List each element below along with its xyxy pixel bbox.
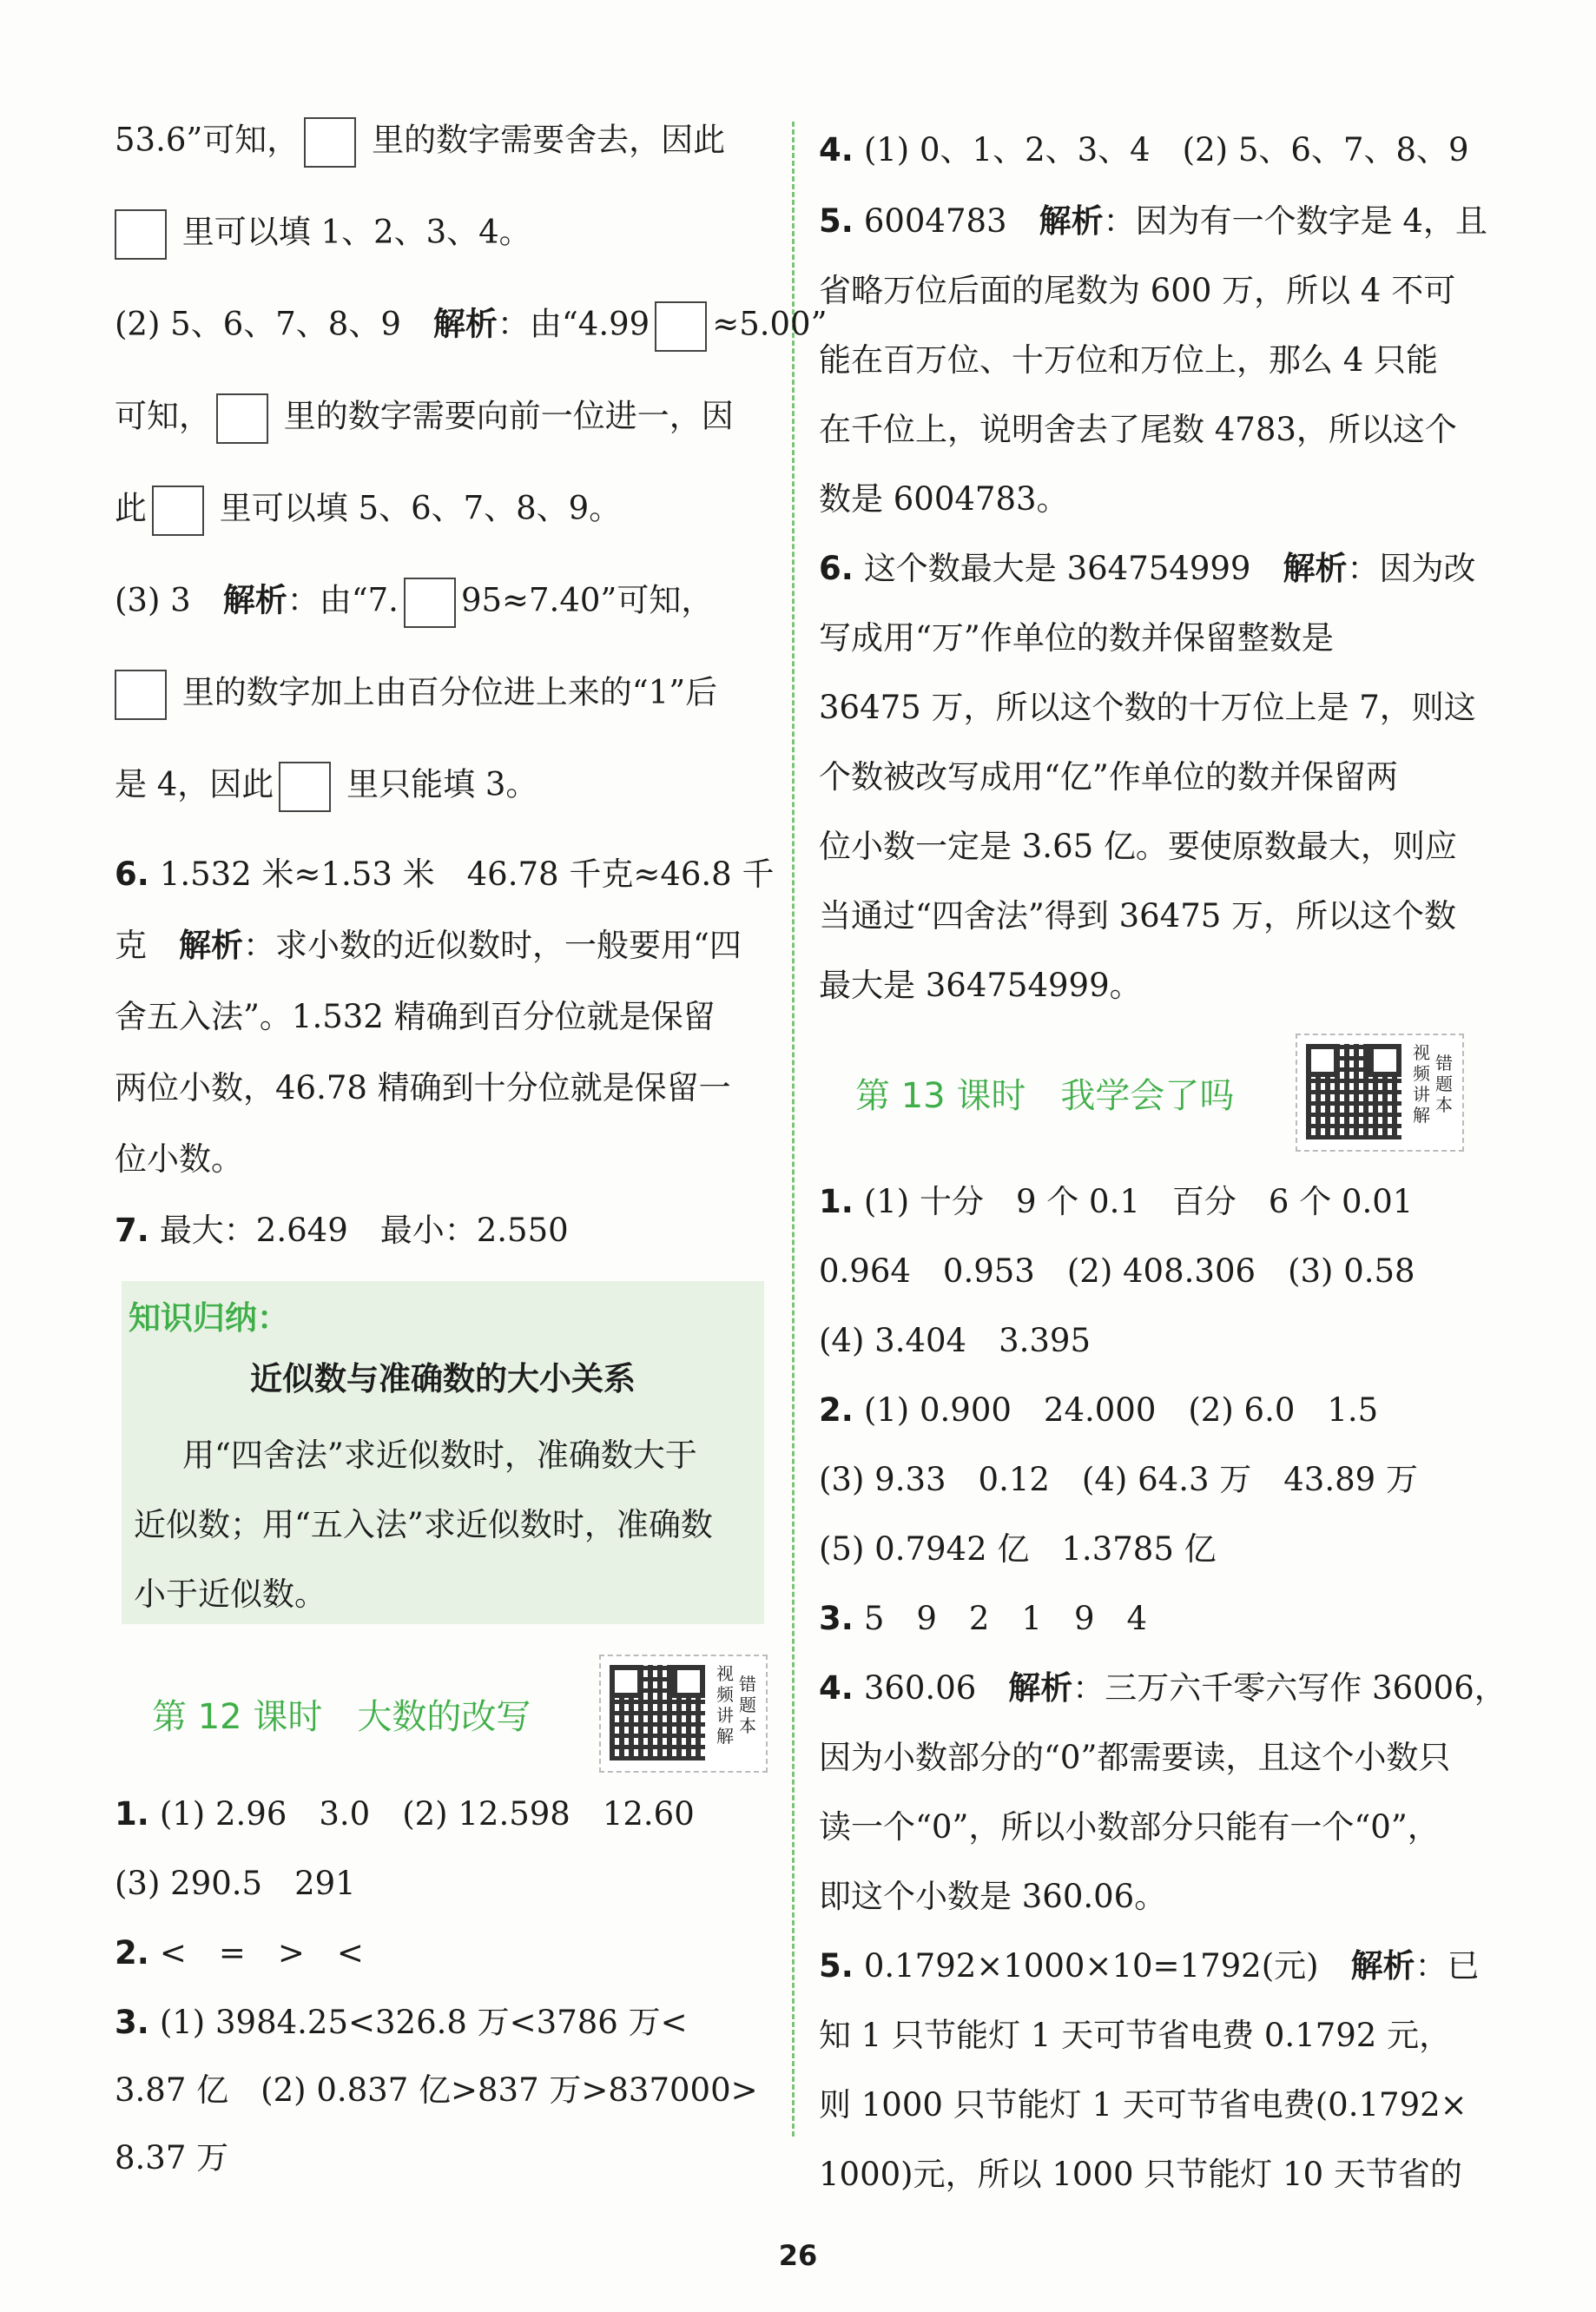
answer-box [115,209,167,260]
question-2: 2. (1) 0.900 24.000 (2) 6.0 1.5 [819,1391,1379,1429]
question-6: 6. 这个数最大是 364754999 解析：因为改 [819,550,1476,587]
text-line: 省略万位后面的尾数为 600 万，所以 4 不可 [819,272,1456,309]
text-line: (3) 3 解析：由“7. 95≈7.40”可知， [115,578,713,619]
column-divider [792,122,795,2137]
summary-title: 近似数与准确数的大小关系 [250,1360,636,1397]
text-line: 是 4，因此 里只能填 3。 [115,762,537,803]
text-line: 因为小数部分的“0”都需要读，且这个小数只 [819,1739,1451,1776]
text-line: 3.87 亿 (2) 0.837 亿>837 万>837000> [115,2071,758,2109]
text-line: 个数被改写成用“亿”作单位的数并保留两 [819,758,1398,796]
question-7: 7. 最大：2.649 最小：2.550 [115,1212,569,1249]
text-line: 知 1 只节能灯 1 天可节省电费 0.1792 元， [819,2017,1452,2054]
text-line: 36475 万，所以这个数的十万位上是 7，则这 [819,689,1476,726]
text-line: 数是 6004783。 [819,480,1069,518]
text-line: 里的数字加上由百分位进上来的“1”后 [115,670,717,711]
text-line: (5) 0.7942 亿 1.3785 亿 [819,1530,1217,1568]
text-line: 可知， 里的数字需要向前一位进一，因 [115,393,734,435]
summary-label: 知识归纳： [129,1299,289,1337]
qr-code[interactable]: 视频讲解 错题本 [1296,1034,1464,1152]
qr-code-icon [610,1665,705,1760]
text-line: 即这个小数是 360.06。 [819,1878,1167,1915]
text-line: 8.37 万 [115,2139,229,2177]
text-line: (3) 290.5 291 [115,1865,356,1902]
question-1: 1. (1) 2.96 3.0 (2) 12.598 12.60 [115,1795,695,1833]
text-line: (2) 5、6、7、8、9 解析：由“4.99 ≈5.00” [115,301,828,343]
text-line: 能在百万位、十万位和万位上，那么 4 只能 [819,341,1439,379]
question-4: 4. (1) 0、1、2、3、4 (2) 5、6、7、8、9 [819,131,1469,168]
answer-box [655,301,707,352]
question-3: 3. 5 9 2 1 9 4 [819,1600,1148,1637]
text-line: 最大是 364754999。 [819,967,1142,1004]
answer-box [404,578,456,628]
summary-text: 小于近似数。 [134,1575,326,1613]
text-line: 里可以填 1、2、3、4。 [115,209,531,251]
question-2: 2. < = > < [115,1934,364,1972]
text-line: (3) 9.33 0.12 (4) 64.3 万 43.89 万 [819,1461,1418,1498]
text-line: 则 1000 只节能灯 1 天可节省电费(0.1792× [819,2086,1467,2124]
answer-box [152,486,204,536]
lesson-13-heading: 第 13 课时 我学会了吗 [855,1076,1235,1116]
qr-code-icon [1306,1044,1401,1139]
text-line: 1000)元，所以 1000 只节能灯 10 天节省的 [819,2156,1462,2193]
lesson-12-heading: 第 12 课时 大数的改写 [152,1697,531,1737]
summary-text: 用“四舍法”求近似数时，准确数大于 [182,1437,697,1474]
question-1: 1. (1) 十分 9 个 0.1 百分 6 个 0.01 [819,1183,1414,1220]
question-5: 5. 0.1792×1000×10=1792(元) 解析：已 [819,1947,1480,1985]
text-line: 在千位上，说明舍去了尾数 4783，所以这个 [819,411,1457,448]
question-6: 6. 1.532 米≈1.53 米 46.78 千克≈46.8 千 [115,855,775,893]
text-line: 位小数。 [115,1140,243,1178]
question-3: 3. (1) 3984.25<326.8 万<3786 万< [115,2004,688,2041]
text-line: 53.6”可知， 里的数字需要舍去，因此 [115,117,725,159]
text-line: (4) 3.404 3.395 [819,1322,1091,1359]
text-line: 两位小数，46.78 精确到十分位就是保留一 [115,1069,731,1106]
text-line: 舍五入法”。1.532 精确到百分位就是保留 [115,998,716,1035]
qr-code[interactable]: 视频讲解 错题本 [599,1655,768,1773]
answer-box [279,762,331,812]
knowledge-summary-box [122,1281,764,1624]
question-4: 4. 360.06 解析：三万六千零六写作 36006， [819,1669,1507,1707]
text-line: 0.964 0.953 (2) 408.306 (3) 0.58 [819,1252,1415,1290]
summary-text: 近似数；用“五入法”求近似数时，准确数 [134,1506,713,1543]
page-number: 26 [778,2239,818,2272]
text-line: 此 里可以填 5、6、7、8、9。 [115,486,621,527]
answer-box [304,117,356,168]
text-line: 克 解析：求小数的近似数时，一般要用“四 [115,927,742,964]
question-5: 5. 6004783 解析：因为有一个数字是 4，且 [819,202,1487,240]
text-line: 位小数一定是 3.65 亿。要使原数最大，则应 [819,828,1457,865]
text-line: 当通过“四舍法”得到 36475 万，所以这个数 [819,897,1457,935]
text-line: 读一个“0”，所以小数部分只能有一个“0”， [819,1808,1440,1846]
text-line: 写成用“万”作单位的数并保留整数是 [819,619,1334,657]
answer-box [216,393,268,444]
answer-box [115,670,167,720]
